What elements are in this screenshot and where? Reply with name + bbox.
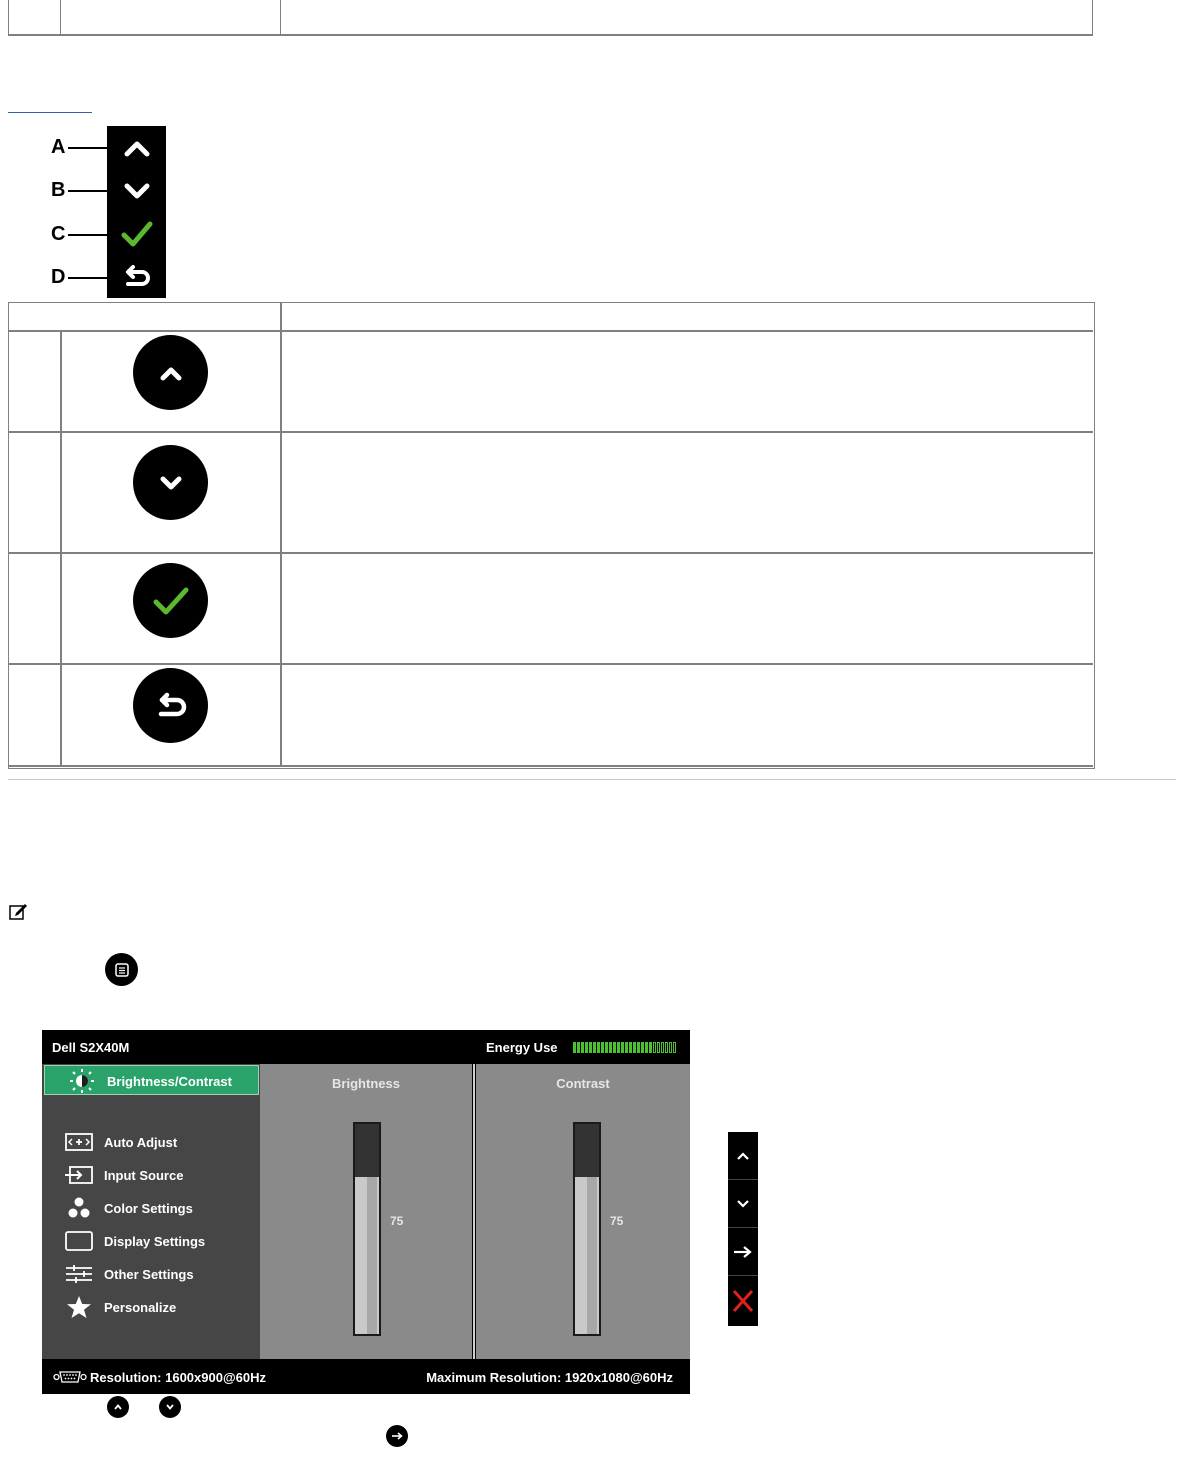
osd-menu-screen xyxy=(42,1030,690,1394)
check-icon xyxy=(120,220,154,248)
brightness-icon xyxy=(67,1068,97,1094)
section-divider xyxy=(8,779,1176,780)
side-button-up[interactable] xyxy=(728,1132,758,1180)
menu-icon xyxy=(114,962,130,978)
menu-item-label: Display Settings xyxy=(104,1234,206,1249)
table-row-divider-2 xyxy=(8,552,1093,554)
side-button-exit[interactable] xyxy=(728,1276,758,1326)
energy-segment xyxy=(625,1042,628,1053)
check-icon xyxy=(151,585,191,617)
down-icon xyxy=(122,181,152,201)
back-icon xyxy=(120,263,154,291)
display-settings-icon xyxy=(64,1228,94,1254)
callout-c-line xyxy=(68,234,108,236)
contrast-slider-empty xyxy=(575,1124,599,1177)
menu-item-personalize[interactable] xyxy=(42,1292,260,1322)
menu-item-display-settings[interactable] xyxy=(42,1226,260,1256)
energy-segment xyxy=(621,1042,624,1053)
energy-segment xyxy=(605,1042,608,1053)
energy-segment xyxy=(653,1042,656,1053)
right-arrow-icon xyxy=(391,1432,403,1440)
other-settings-icon xyxy=(64,1261,94,1287)
contrast-value: 75 xyxy=(610,1214,624,1228)
energy-segment xyxy=(585,1042,588,1053)
energy-segment xyxy=(669,1042,672,1053)
down-icon xyxy=(736,1199,750,1209)
contrast-title: Contrast xyxy=(556,1076,610,1091)
energy-segment xyxy=(589,1042,592,1053)
menu-item-label: Color Settings xyxy=(104,1201,193,1216)
brightness-panel xyxy=(260,1064,472,1359)
contrast-slider[interactable] xyxy=(573,1122,601,1336)
energy-segment xyxy=(609,1042,612,1053)
energy-use-meter xyxy=(573,1042,677,1053)
callout-b-line xyxy=(68,190,108,192)
table-top-right-border xyxy=(1092,0,1093,36)
inline-down-button xyxy=(159,1396,181,1418)
osd-footer xyxy=(42,1359,690,1394)
brightness-value: 75 xyxy=(390,1214,404,1228)
panel-button-check xyxy=(107,212,166,255)
callout-d-line xyxy=(68,277,108,279)
table-top-left-border xyxy=(8,0,9,36)
table-button-back xyxy=(133,668,208,743)
menu-item-label: Other Settings xyxy=(104,1267,194,1282)
energy-segment xyxy=(597,1042,600,1053)
back-to-contents-link[interactable] xyxy=(8,112,92,113)
menu-item-label: Input Source xyxy=(104,1168,184,1183)
table-col-divider-2 xyxy=(280,302,282,767)
table-button-check xyxy=(133,563,208,638)
callout-d-label: D xyxy=(51,266,66,288)
energy-segment xyxy=(601,1042,604,1053)
callout-b-label: B xyxy=(51,179,66,201)
energy-segment xyxy=(637,1042,640,1053)
star-icon xyxy=(64,1294,94,1320)
panel-button-up xyxy=(107,126,166,169)
brightness-slider-fill xyxy=(355,1177,379,1335)
table-top-bottom-border xyxy=(8,34,1093,36)
input-source-icon xyxy=(64,1162,94,1188)
auto-adjust-icon xyxy=(64,1129,94,1155)
table-header-divider xyxy=(8,330,1093,332)
up-icon xyxy=(113,1403,123,1411)
table-row-divider-3 xyxy=(8,663,1093,665)
menu-item-brightness-contrast[interactable] xyxy=(44,1065,259,1095)
vga-connector-icon xyxy=(53,1370,87,1387)
callout-a-label: A xyxy=(51,136,66,158)
osd-model-title: Dell S2X40M xyxy=(52,1040,130,1055)
table-col-divider-1 xyxy=(60,331,62,767)
table-top-col2-border xyxy=(280,0,281,36)
table-row-divider-1 xyxy=(8,431,1093,433)
panel-button-back xyxy=(107,255,166,298)
energy-segment xyxy=(645,1042,648,1053)
side-button-enter[interactable] xyxy=(728,1228,758,1276)
energy-segment xyxy=(617,1042,620,1053)
up-icon xyxy=(156,363,186,383)
energy-segment xyxy=(577,1042,580,1053)
energy-segment xyxy=(657,1042,660,1053)
menu-item-color-settings[interactable] xyxy=(42,1193,260,1223)
inline-up-button xyxy=(107,1396,129,1418)
callout-a-line xyxy=(68,147,108,149)
callout-c-label: C xyxy=(51,223,66,245)
contrast-slider-fill xyxy=(575,1177,599,1335)
contrast-panel xyxy=(476,1064,690,1359)
table-button-down xyxy=(133,445,208,520)
energy-segment xyxy=(641,1042,644,1053)
down-icon xyxy=(156,473,186,493)
energy-segment xyxy=(581,1042,584,1053)
brightness-slider[interactable] xyxy=(353,1122,381,1336)
energy-segment xyxy=(573,1042,576,1053)
menu-item-label: Auto Adjust xyxy=(104,1135,178,1150)
menu-item-auto-adjust[interactable] xyxy=(42,1127,260,1157)
current-resolution: Resolution: 1600x900@60Hz xyxy=(90,1370,266,1385)
brightness-slider-empty xyxy=(355,1124,379,1177)
panel-button-down xyxy=(107,169,166,212)
note-pencil-icon xyxy=(9,903,29,921)
energy-segment xyxy=(673,1042,676,1053)
up-icon xyxy=(736,1151,750,1161)
energy-segment xyxy=(649,1042,652,1053)
osd-side-buttons xyxy=(728,1132,758,1326)
osd-main-menu xyxy=(42,1064,260,1359)
inline-enter-button xyxy=(386,1425,408,1447)
color-settings-icon xyxy=(64,1195,94,1221)
panel-divider xyxy=(473,1064,475,1359)
menu-button xyxy=(105,953,138,986)
energy-segment xyxy=(633,1042,636,1053)
right-arrow-icon xyxy=(733,1246,753,1258)
table-top-col1-border xyxy=(60,0,61,36)
energy-segment xyxy=(629,1042,632,1053)
menu-item-input-source[interactable] xyxy=(42,1160,260,1190)
down-icon xyxy=(165,1403,175,1411)
energy-use-label: Energy Use xyxy=(486,1040,558,1055)
osd-header xyxy=(42,1030,690,1064)
table-bottom-border xyxy=(8,765,1093,767)
brightness-title: Brightness xyxy=(332,1076,400,1091)
maximum-resolution: Maximum Resolution: 1920x1080@60Hz xyxy=(426,1370,673,1385)
energy-segment xyxy=(613,1042,616,1053)
up-icon xyxy=(122,138,152,158)
energy-segment xyxy=(593,1042,596,1053)
energy-segment xyxy=(661,1042,664,1053)
side-button-down[interactable] xyxy=(728,1180,758,1228)
table-button-up xyxy=(133,335,208,410)
back-icon xyxy=(151,690,191,722)
energy-segment xyxy=(665,1042,668,1053)
menu-item-label: Personalize xyxy=(104,1300,177,1315)
menu-item-other-settings[interactable] xyxy=(42,1259,260,1289)
menu-item-label: Brightness/Contrast xyxy=(107,1074,232,1089)
close-icon xyxy=(732,1289,754,1313)
